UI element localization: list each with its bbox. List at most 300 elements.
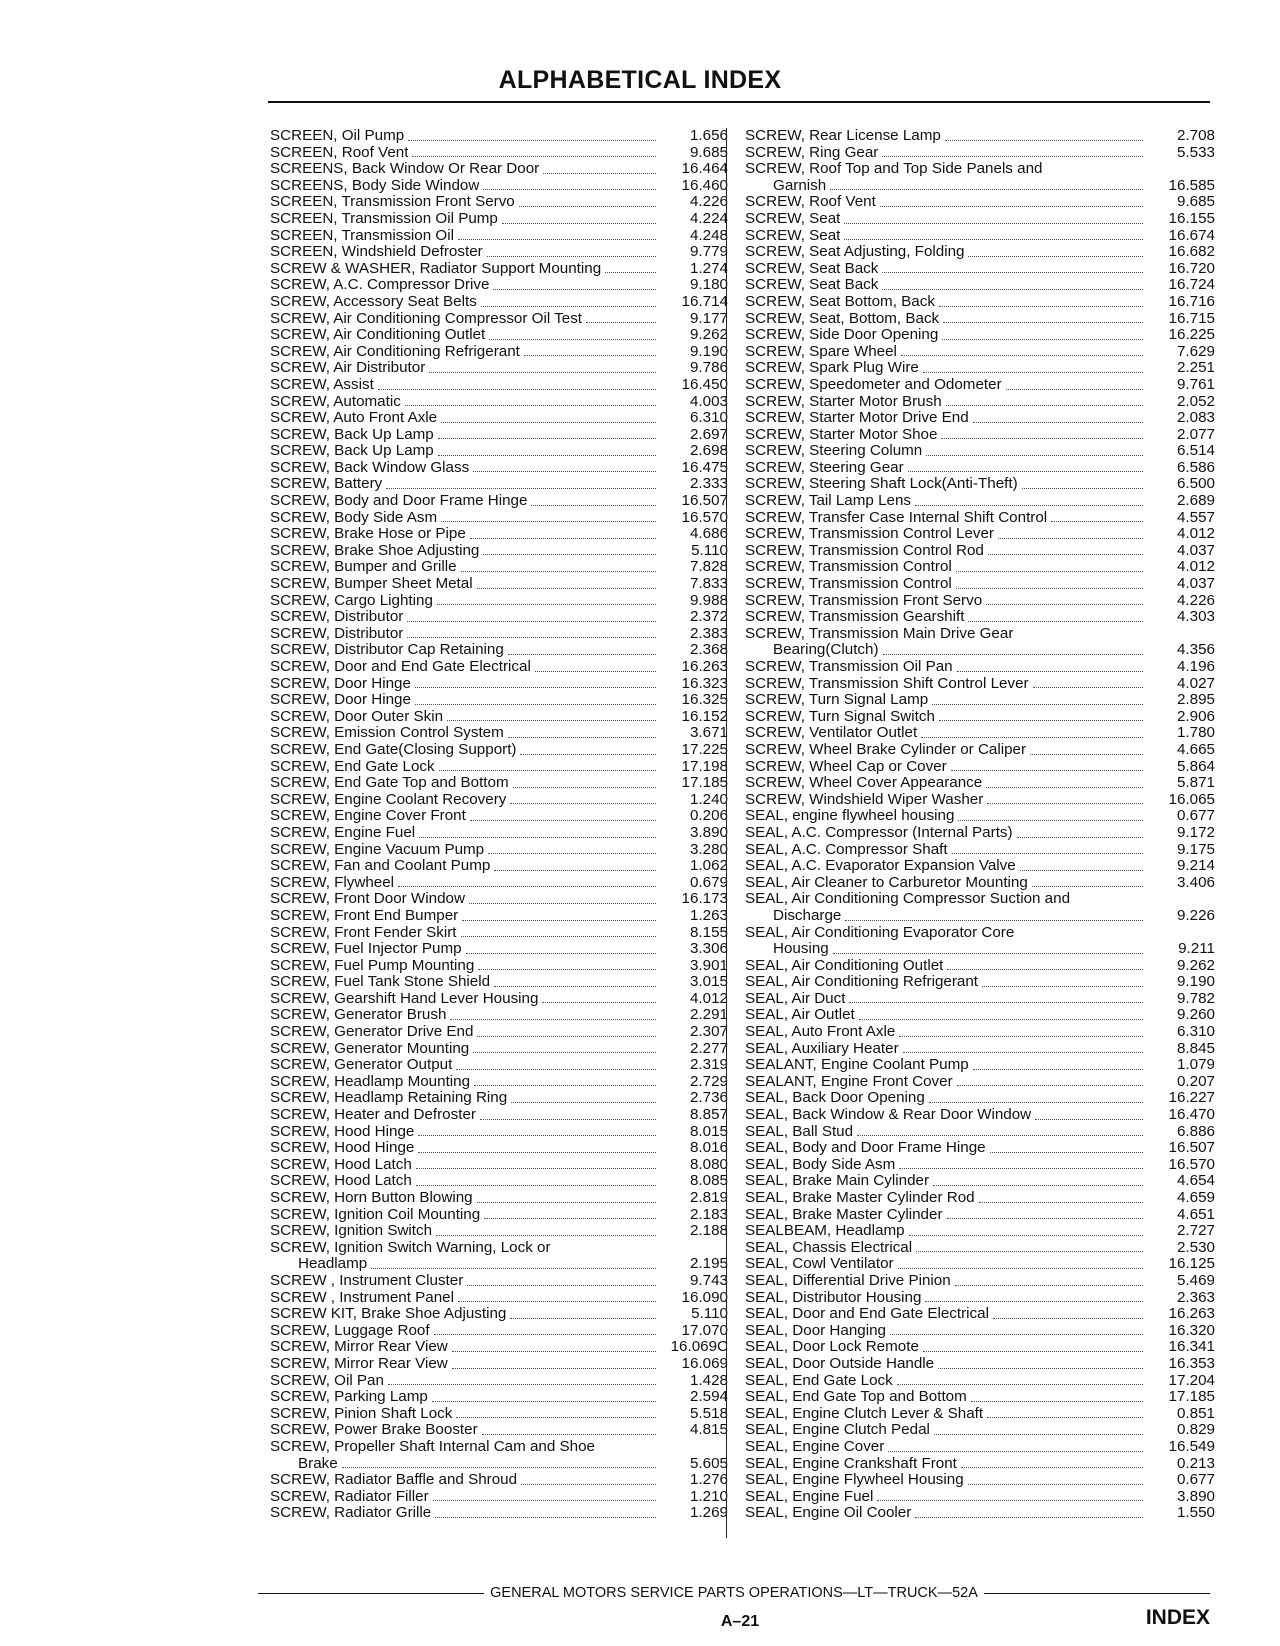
dot-leader	[418, 1135, 656, 1136]
dot-leader	[458, 1301, 656, 1302]
footer	[258, 1585, 1210, 1601]
dot-leader	[520, 754, 656, 755]
index-entry-page: 4.037	[1176, 541, 1215, 559]
index-entry-name: SEAL, A.C. Compressor (Internal Parts)	[745, 824, 1013, 841]
index-entry-name: SCREW, Emission Control System	[270, 725, 504, 742]
index-entry-name: SEAL, Brake Main Cylinder	[745, 1173, 930, 1190]
dot-leader	[416, 1168, 656, 1169]
dot-leader	[833, 953, 1143, 954]
index-entry-name: SEAL, Brake Master Cylinder Rod	[745, 1190, 975, 1206]
dot-leader	[531, 505, 656, 506]
index-entry	[745, 1290, 1215, 1307]
index-entry	[270, 858, 728, 875]
index-entry	[745, 410, 1215, 427]
index-entry-name: SCREW, Ignition Switch	[270, 1223, 433, 1240]
dot-leader	[908, 471, 1143, 472]
index-entry-name: SCREW, Bumper Sheet Metal	[270, 576, 473, 593]
index-entry-page: 16.152	[681, 707, 728, 725]
index-entry	[745, 277, 1215, 294]
index-entry	[745, 394, 1215, 411]
index-entry-name: SCREW, Door Hinge	[270, 675, 411, 692]
index-entry	[270, 410, 728, 427]
index-entry-name: SCREW, Fuel Tank Stone Shield	[270, 974, 491, 991]
index-entry-name: SEALANT, Engine Coolant Pump	[745, 1057, 969, 1074]
index-entry	[270, 1190, 728, 1207]
index-entry-page: 2.729	[689, 1072, 728, 1090]
index-entry-page: 5.605	[689, 1454, 728, 1472]
index-entry	[270, 842, 728, 859]
index-entry-page: 4.659	[1176, 1189, 1215, 1206]
index-entry-name: SCREW, Transmission Oil Pan	[745, 659, 953, 675]
dot-leader	[513, 787, 656, 788]
index-entry	[745, 311, 1215, 328]
index-entry-page: 16.464	[681, 160, 728, 178]
index-entry-page: 5.518	[689, 1404, 728, 1422]
index-entry-page: 2.736	[689, 1089, 728, 1107]
index-entry	[270, 1422, 728, 1439]
index-entry	[270, 261, 728, 278]
index-entry-page: 2.333	[689, 475, 728, 493]
index-entry-page: 7.629	[1176, 342, 1215, 360]
dot-leader	[488, 853, 656, 854]
index-entry-name: SCREW, Transmission Shift Control Lever	[745, 675, 1029, 692]
index-entry-name: SEAL, Air Conditioning Evaporator Core	[745, 924, 1015, 941]
dot-leader	[947, 969, 1143, 970]
index-entry	[745, 1456, 1215, 1473]
index-entry	[745, 377, 1215, 394]
dot-leader	[408, 140, 656, 141]
index-entry-page: 1.269	[689, 1504, 728, 1522]
index-entry-page: 3.890	[1176, 1487, 1215, 1505]
index-entry-page: 8.085	[689, 1172, 728, 1190]
index-entry-name: SCREEN, Roof Vent	[270, 144, 409, 161]
index-entry	[270, 709, 728, 726]
dot-leader	[519, 206, 656, 207]
index-entry-name: SEAL, Door Lock Remote	[745, 1339, 919, 1356]
footer-rule-left	[258, 1593, 484, 1594]
index-entry	[270, 294, 728, 311]
dot-leader	[990, 1152, 1143, 1153]
index-entry-name: SCREW, Mirror Rear View	[270, 1339, 448, 1356]
dot-leader	[897, 1384, 1143, 1385]
index-entry-name: SCREW, Oil Pan	[270, 1372, 384, 1389]
index-entry	[745, 559, 1215, 576]
index-entry-page: 4.815	[689, 1421, 728, 1439]
index-entry-page: 4.654	[1176, 1172, 1215, 1190]
index-entry-name: SCREW, Flywheel	[270, 874, 395, 891]
dot-leader	[1032, 886, 1143, 887]
dot-leader	[470, 820, 656, 821]
dot-leader	[915, 505, 1143, 506]
index-entry-name: SCREW, Transmission Control Lever	[745, 526, 994, 543]
index-entry-name: SCREW, Transmission Front Servo	[745, 592, 983, 609]
index-entry-name: SEAL, End Gate Lock	[745, 1372, 893, 1389]
dot-leader	[909, 1235, 1143, 1236]
dot-leader	[986, 604, 1143, 605]
index-entry-page: 3.890	[689, 823, 728, 841]
index-entry	[270, 443, 728, 460]
index-entry-name: SCREW, End Gate(Closing Support)	[270, 741, 517, 758]
index-entry	[270, 692, 728, 709]
index-entry-name: SCREW, Hood Latch	[270, 1173, 412, 1190]
dot-leader	[508, 654, 656, 655]
page-title: ALPHABETICAL INDEX	[498, 66, 782, 94]
index-entry-name: SCREW, Front Fender Skirt	[270, 924, 457, 941]
index-entry	[270, 958, 728, 975]
index-entry	[745, 1140, 1215, 1157]
dot-leader	[481, 306, 656, 307]
dot-leader	[882, 289, 1143, 290]
index-entry-page: 9.190	[689, 342, 728, 360]
index-entry-page: 9.214	[1176, 857, 1215, 875]
index-entry	[270, 974, 728, 991]
index-entry-name: SCREW, Transmission Control Rod	[745, 542, 984, 559]
index-entry-name: SCREW, Bumper and Grille	[270, 559, 457, 576]
index-entry	[745, 344, 1215, 361]
dot-leader	[487, 256, 656, 257]
dot-leader	[1017, 837, 1143, 838]
index-entry	[745, 1505, 1215, 1522]
index-entry-name: SCREEN, Oil Pump	[270, 128, 405, 144]
index-entry-page: 9.743	[689, 1271, 728, 1289]
index-entry-name: SCREW, Seat, Bottom, Back	[745, 310, 940, 327]
dot-leader	[982, 986, 1143, 987]
dot-leader	[484, 1218, 656, 1219]
index-entry	[745, 261, 1215, 278]
dot-leader	[543, 173, 656, 174]
index-entry-page: 4.226	[689, 193, 728, 211]
index-entry	[745, 1389, 1215, 1406]
index-entry-name: SCREEN, Transmission Oil Pump	[270, 210, 498, 227]
dot-leader	[923, 372, 1143, 373]
index-entry	[270, 244, 728, 261]
index-entry-name: Brake	[298, 1455, 338, 1472]
index-entry-name: SEAL, Door Outside Handle	[745, 1355, 935, 1372]
index-entry-page: 9.260	[1176, 1006, 1215, 1024]
index-entry-page: 9.779	[689, 243, 728, 261]
index-entry-page: 1.240	[689, 790, 728, 808]
index-entry	[745, 858, 1215, 875]
index-entry-page: 0.677	[1176, 1471, 1215, 1489]
dot-leader	[438, 455, 656, 456]
dot-leader	[478, 969, 656, 970]
dot-leader	[461, 571, 656, 572]
index-entry-page: 16.460	[681, 176, 728, 194]
index-entry	[270, 1074, 728, 1091]
dot-leader	[502, 223, 656, 224]
index-entry-page: 16.716	[1168, 292, 1215, 310]
index-entry-page: 0.207	[1176, 1072, 1215, 1090]
dot-leader	[521, 1484, 656, 1485]
dot-leader	[968, 621, 1143, 622]
index-entry-page: 2.895	[1176, 691, 1215, 709]
index-entry-page: 4.651	[1176, 1205, 1215, 1223]
dot-leader	[432, 1401, 656, 1402]
index-entry	[270, 510, 728, 527]
index-entry-name: SCREW, Hood Hinge	[270, 1123, 415, 1140]
index-entry	[745, 676, 1215, 693]
dot-leader	[882, 156, 1143, 157]
index-entry-page: 0.677	[1176, 807, 1215, 825]
index-entry-page: 16.125	[1168, 1255, 1215, 1273]
index-entry-name: SEAL, Engine Cover	[745, 1438, 885, 1455]
index-entry-name: SCREW, Transfer Case Internal Shift Control	[745, 509, 1048, 526]
index-entry-page: 1.062	[689, 857, 728, 875]
index-entry-page: 2.188	[689, 1222, 728, 1240]
dot-leader	[916, 1251, 1143, 1252]
index-entry-name: SCREW, Distributor Cap Retaining	[270, 642, 504, 659]
index-column-right	[745, 128, 1215, 1522]
index-entry-name: SCREW, Seat Bottom, Back	[745, 293, 935, 310]
dot-leader	[1020, 870, 1143, 871]
index-entry	[745, 1190, 1215, 1207]
index-entry-name: SCREW, Luggage Roof	[270, 1322, 430, 1339]
index-entry	[270, 1290, 728, 1307]
index-entry-page: 4.027	[1176, 674, 1215, 692]
dot-leader	[901, 355, 1143, 356]
dot-leader	[452, 1351, 656, 1352]
index-entry-name: SCREW, Starter Motor Shoe	[745, 426, 938, 443]
index-entry-page: 16.225	[1168, 326, 1215, 344]
dot-leader	[951, 770, 1143, 771]
index-entry-page: 7.833	[689, 575, 728, 593]
index-column-left	[270, 128, 728, 1522]
index-entry	[270, 1273, 728, 1290]
index-entry-name: SCREW, Assist	[270, 376, 374, 393]
index-entry-page: 2.698	[689, 442, 728, 460]
index-entry	[745, 1074, 1215, 1091]
index-entry-page: 4.037	[1176, 575, 1215, 593]
index-entry-name: SCREW, Windshield Wiper Washer	[745, 791, 984, 808]
index-entry	[745, 1339, 1215, 1356]
index-entry-name: SCREENS, Body Side Window	[270, 177, 480, 194]
index-entry-page: 3.280	[689, 840, 728, 858]
dot-leader	[452, 1368, 656, 1369]
index-entry-page: 17.204	[1168, 1371, 1215, 1389]
index-entry-page: 0.206	[689, 807, 728, 825]
index-entry-page: 16.470	[1168, 1106, 1215, 1124]
index-entry-name: SCREW, Air Conditioning Compressor Oil Test	[270, 310, 583, 327]
dot-leader	[386, 488, 656, 489]
index-entry-name: SEAL, Engine Fuel	[745, 1488, 874, 1505]
index-entry-page: 0.829	[1176, 1421, 1215, 1439]
index-entry	[270, 145, 728, 162]
index-entry-page: 9.761	[1176, 375, 1215, 393]
index-entry	[270, 593, 728, 610]
index-entry-name: SCREW, Fuel Injector Pump	[270, 941, 462, 958]
index-entry	[270, 642, 728, 659]
dot-leader	[483, 189, 656, 190]
dot-leader	[510, 803, 656, 804]
index-entry	[745, 476, 1215, 493]
dot-leader	[467, 1285, 656, 1286]
index-entry-page: 8.857	[689, 1106, 728, 1124]
dot-leader	[450, 1019, 656, 1020]
dot-leader	[483, 554, 656, 555]
index-entry-page: 3.671	[689, 724, 728, 742]
title-rule	[268, 101, 1210, 103]
dot-leader	[903, 1052, 1143, 1053]
dot-leader	[957, 671, 1143, 672]
dot-leader	[998, 538, 1143, 539]
index-entry-page: 16.069C	[670, 1338, 728, 1356]
index-entry	[745, 1472, 1215, 1489]
dot-leader	[441, 422, 656, 423]
index-entry-name: SEAL, Air Outlet	[745, 1007, 855, 1024]
index-entry	[745, 642, 1215, 659]
index-entry-page: 16.065	[1168, 790, 1215, 808]
index-entry	[745, 1406, 1215, 1423]
index-entry	[745, 991, 1215, 1008]
index-entry-page: 2.819	[689, 1189, 728, 1206]
index-entry	[270, 178, 728, 195]
index-entry	[745, 443, 1215, 460]
index-entry-page: 7.828	[689, 558, 728, 576]
dot-leader	[524, 355, 656, 356]
index-entry-name: SCREW, Body Side Asm	[270, 509, 438, 526]
index-entry-page: 16.323	[681, 674, 728, 692]
index-entry-page: 16.724	[1168, 276, 1215, 294]
index-entry-page: 1.550	[1176, 1504, 1215, 1522]
index-entry-name: SEALBEAM, Headlamp	[745, 1223, 905, 1240]
index-entry-page: 16.714	[681, 292, 728, 310]
index-entry-page: 1.428	[689, 1371, 728, 1389]
index-entry	[270, 1389, 728, 1406]
index-entry-name: SCREW, Radiator Filler	[270, 1488, 429, 1505]
index-entry	[270, 626, 728, 643]
index-entry-page: 6.500	[1176, 475, 1215, 493]
index-entry	[745, 1207, 1215, 1224]
footer-rule-right	[984, 1593, 1210, 1594]
index-entry-name: SCREW, Radiator Baffle and Shroud	[270, 1472, 518, 1489]
index-entry	[270, 576, 728, 593]
index-entry-page: 2.372	[689, 608, 728, 626]
index-entry-page: 9.177	[689, 309, 728, 327]
dot-leader	[407, 637, 656, 638]
index-entry	[745, 792, 1215, 809]
index-entry-page: 16.325	[681, 691, 728, 709]
index-entry-name: SEAL, A.C. Evaporator Expansion Valve	[745, 858, 1016, 875]
index-entry-page: 6.886	[1176, 1122, 1215, 1140]
index-entry-name: SEAL, Cowl Ventilator	[745, 1256, 894, 1273]
index-entry-name: SCREW, Side Door Opening	[745, 327, 939, 344]
index-entry	[745, 974, 1215, 991]
index-entry-name: Housing	[773, 941, 829, 958]
index-entry	[270, 1007, 728, 1024]
dot-leader	[342, 1467, 656, 1468]
index-entry-name: SCREW, Cargo Lighting	[270, 592, 433, 609]
index-entry	[745, 360, 1215, 377]
index-entry	[745, 775, 1215, 792]
index-entry	[745, 194, 1215, 211]
index-entry-page: 4.665	[1176, 740, 1215, 758]
index-entry	[745, 1024, 1215, 1041]
index-entry-page: 4.303	[1176, 608, 1215, 626]
index-entry-page: 0.851	[1176, 1404, 1215, 1422]
index-entry-name: SCREW, Starter Motor Drive End	[745, 410, 969, 427]
index-entry-name: Garnish	[773, 177, 827, 194]
index-entry-page: 9.226	[1176, 906, 1215, 924]
index-entry-name: SCREW, Back Up Lamp	[270, 426, 434, 443]
index-entry	[270, 1489, 728, 1506]
dot-leader	[438, 438, 656, 439]
index-entry	[270, 676, 728, 693]
index-entry-name: SCREW, Rear License Lamp	[745, 128, 941, 144]
index-entry	[270, 427, 728, 444]
index-entry	[270, 908, 728, 925]
index-entry	[270, 476, 728, 493]
index-entry-page: 8.015	[689, 1122, 728, 1140]
dot-leader	[415, 687, 656, 688]
index-entry	[270, 1041, 728, 1058]
index-entry	[270, 1107, 728, 1124]
index-entry-name: SEAL, Auxiliary Heater	[745, 1040, 899, 1057]
footer-text: GENERAL MOTORS SERVICE PARTS OPERATIONS—LT—TRUCK—52A	[490, 1585, 978, 1601]
index-entry-name: SEAL, Engine Oil Cooler	[745, 1505, 912, 1522]
dot-leader	[890, 1334, 1143, 1335]
index-entry	[270, 1057, 728, 1074]
index-entry	[745, 842, 1215, 859]
index-entry	[745, 1124, 1215, 1141]
index-entry-name: SCREW, Horn Button Blowing	[270, 1190, 473, 1206]
index-entry-page: 16.570	[1168, 1155, 1215, 1173]
index-entry	[270, 1472, 728, 1489]
index-entry	[270, 128, 728, 145]
index-entry-name: SCREW, Steering Shaft Lock(Anti-Theft)	[745, 476, 1018, 493]
index-entry-page: 16.173	[681, 890, 728, 908]
dot-leader	[830, 189, 1143, 190]
index-entry-page: 1.276	[689, 1471, 728, 1489]
dot-leader	[412, 156, 656, 157]
index-entry-page: 2.307	[689, 1023, 728, 1041]
dot-leader	[405, 405, 656, 406]
index-entry-name: SCREW, Accessory Seat Belts	[270, 293, 477, 310]
index-entry	[270, 1090, 728, 1107]
dot-leader	[929, 1102, 1143, 1103]
index-entry	[745, 1356, 1215, 1373]
index-entry-page: 4.224	[689, 209, 728, 227]
index-entry-name: SCREW, Ventilator Outlet	[745, 725, 918, 742]
index-entry-name: SCREENS, Back Window Or Rear Door	[270, 161, 540, 178]
index-entry-page: 2.383	[689, 624, 728, 642]
dot-leader	[939, 720, 1143, 721]
index-entry-name: SCREW, Transmission Control	[745, 576, 952, 593]
index-entry-name: SEAL, Auto Front Axle	[745, 1024, 896, 1041]
index-entry-page: 5.871	[1176, 774, 1215, 792]
index-entry-name: SCREEN, Transmission Oil	[270, 227, 454, 244]
index-entry-page: 17.185	[1168, 1388, 1215, 1406]
dot-leader	[958, 820, 1143, 821]
dot-leader	[942, 339, 1143, 340]
dot-leader	[952, 853, 1143, 854]
index-entry	[270, 1439, 728, 1456]
dot-leader	[1030, 754, 1143, 755]
index-entry	[270, 327, 728, 344]
dot-leader	[880, 206, 1143, 207]
index-entry-name: SCREW, Transmission Main Drive Gear	[745, 625, 1014, 642]
dot-leader	[458, 239, 656, 240]
index-entry-name: SEAL, Brake Master Cylinder	[745, 1206, 943, 1223]
index-entry-name: SCREW, Front End Bumper	[270, 907, 459, 924]
dot-leader	[857, 1135, 1143, 1136]
page-number: A–21	[720, 1613, 760, 1630]
index-entry-page: 16.570	[681, 508, 728, 526]
index-entry	[745, 1256, 1215, 1273]
dot-leader	[849, 1002, 1143, 1003]
index-entry-name: SCREW, Radiator Grille	[270, 1505, 432, 1522]
dot-leader	[378, 389, 656, 390]
index-entry	[745, 958, 1215, 975]
